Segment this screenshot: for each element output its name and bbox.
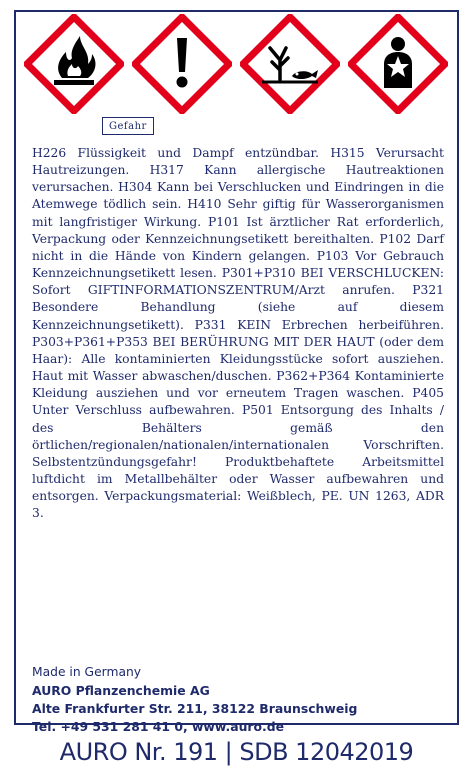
company-contact: Tel. +49 531 281 41 0, www.auro.de [32,719,285,734]
exclamation-icon [132,14,232,114]
signal-word-box: Gefahr [102,117,154,135]
health-hazard-icon [348,14,448,114]
ghs-pictograms [24,14,449,124]
environment-icon [240,14,340,114]
made-in: Made in Germany [32,665,142,679]
flame-icon [24,14,124,114]
product-footer: AURO Nr. 191 | SDB 12042019 [59,738,414,766]
company-name: AURO Pflanzenchemie AG [32,683,210,698]
company-address: Alte Frankfurter Str. 211, 38122 Braunschweig [32,701,358,716]
hazard-precaution-statements: H226 Flüssigkeit und Dampf entzündbar. H315 Verursacht Hautreizungen. H317 Kann allergische Hautreaktionen verursachen. H304 Kann bei Verschlucken und Eindringen in die Atemwege tödlich sein. H410 Sehr giftig für Wasserorganismen mit langfristiger Wirkung. P101 Ist ärztlicher Rat erforderlich, Verpackung oder Kennzeichnungsetikett bereithalten. P102 Darf nicht in die Hände von Kindern gelangen. P103 Vor Gebrauch Kennzeichnungsetikett lesen. P301+P310 BEI VERSCHLUCKEN: Sofort GIFTINFORMATIONSZENTRUM/Arzt anrufen. P321 Besondere Behandlung (siehe auf diesem Kennzeichnungsetikett). P331 KEIN Erbrechen herbeiführen. P303+P361+P353 BEI BERÜHRUNG MIT DER HAUT (oder dem Haar): Alle kontaminierten Kleidungsstücke sofort ausziehen. Haut mit Wasser abwaschen/duschen. P362+P364 Kontaminierte Kleidung ausziehen und vor erneutem Tragen waschen. P405 Unter Verschluss aufbewahren. P501 Entsorgung des Inhalts / des Behälters gemäß den örtlichen/regionalen/nationalen/internationalen Vorschriften. Selbstentzündungsgefahr! Produktbehaftete Arbeitsmittel luftdicht im Metallbehälter oder Wasser aufbewahren und entsorgen. Verpackungsmaterial: Weißblech, PE. UN 1263, ADR 3. [32,146,444,521]
